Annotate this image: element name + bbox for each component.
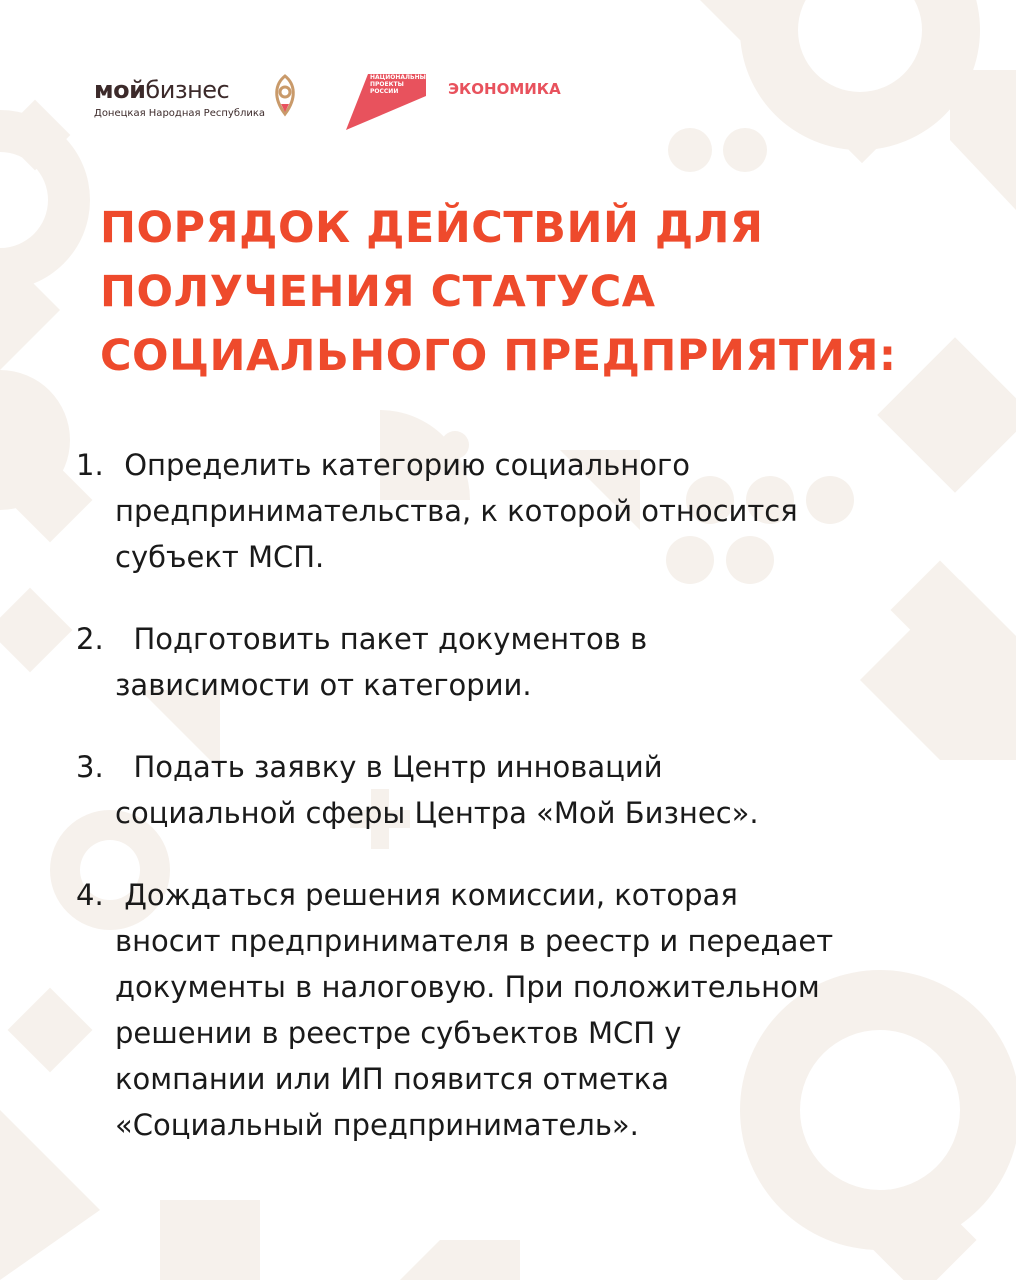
step-text: Определить категорию социального предпринимательства, к которой относится субъект МСП. bbox=[115, 448, 798, 574]
list-item bbox=[76, 442, 976, 580]
step-number: 4. bbox=[76, 878, 104, 912]
list-item bbox=[76, 744, 976, 836]
project-name: ЭКОНОМИКА bbox=[448, 80, 561, 98]
rocket-pin-icon bbox=[270, 74, 300, 118]
title-line-2: ПОЛУЧЕНИЯ СТАТУСА bbox=[100, 267, 656, 317]
page-title bbox=[100, 196, 980, 388]
step-text: Дождаться решения комиссии, которая вносит предпринимателя в реестр и передает документы в налоговую. При положительном решении в реестре субъектов МСП у компании или ИП появится отметка «Социальный предприниматель». bbox=[115, 878, 834, 1142]
brand-bold: мой bbox=[94, 76, 146, 104]
title-line-3: СОЦИАЛЬНОГО ПРЕДПРИЯТИЯ: bbox=[100, 331, 897, 381]
list-item bbox=[76, 616, 976, 708]
step-number: 2. bbox=[76, 622, 104, 656]
step-number: 3. bbox=[76, 750, 104, 784]
step-number: 1. bbox=[76, 448, 104, 482]
steps-list bbox=[76, 442, 976, 1184]
title-line-1: ПОРЯДОК ДЕЙСТВИЙ ДЛЯ bbox=[100, 203, 764, 253]
brand-rest: бизнес bbox=[145, 76, 230, 104]
np-logo-text: НАЦИОНАЛЬНЫЕ ПРОЕКТЫ РОССИИ bbox=[370, 74, 430, 95]
list-item bbox=[76, 872, 976, 1148]
brand-region: Донецкая Народная Республика bbox=[94, 108, 266, 119]
moi-biznes-logo-text bbox=[94, 76, 229, 104]
step-text: Подать заявку в Центр инноваций социальной сферы Центра «Мой Бизнес». bbox=[115, 750, 759, 830]
step-text: Подготовить пакет документов в зависимости от категории. bbox=[115, 622, 648, 702]
